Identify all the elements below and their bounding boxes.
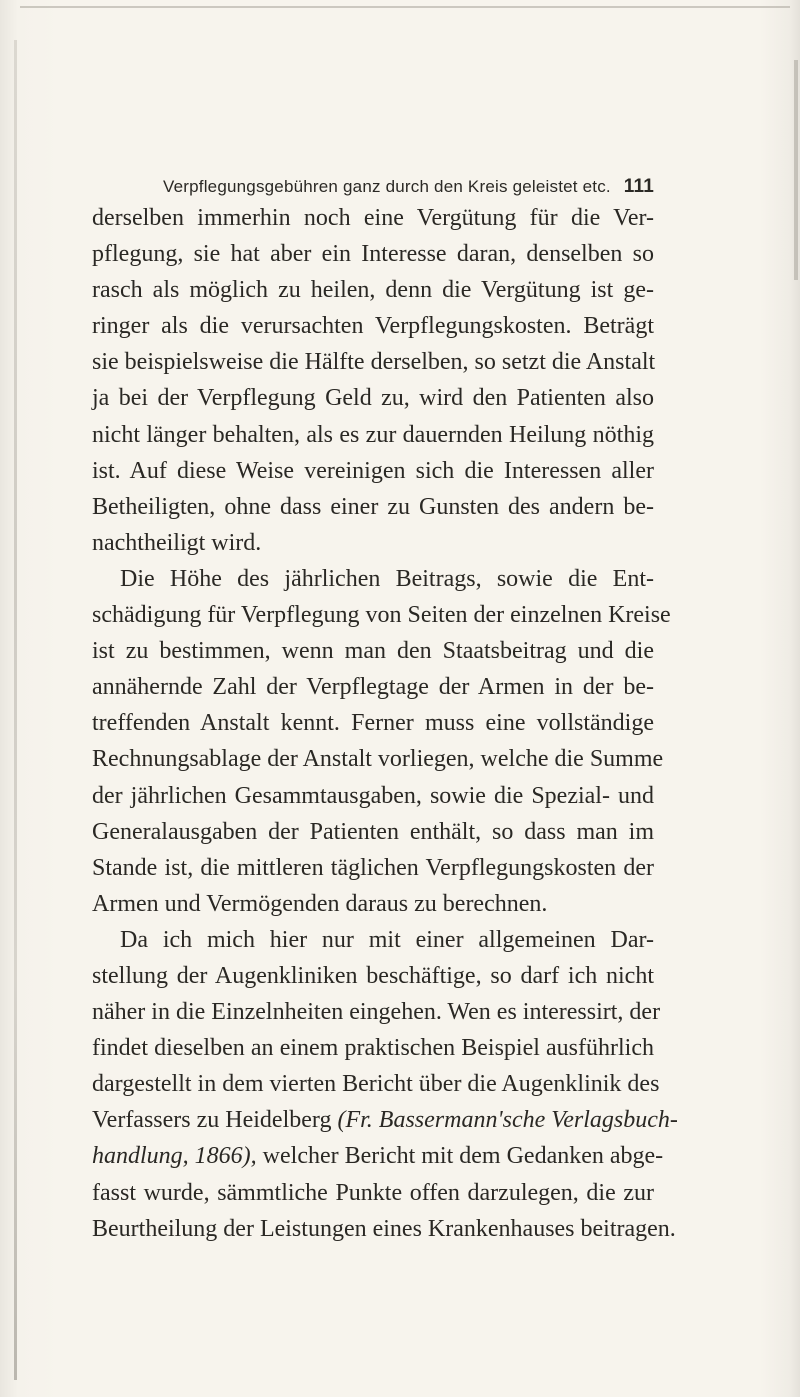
text-line: schädigung für Verpflegung von Seiten der einzelnen Kreise [92,602,671,629]
text-segment: Verfassers zu Heidelberg [92,1107,338,1134]
text-line: ist zu bestimmen, wenn man den Staatsbeitrag und die [92,638,654,665]
page-top-edge [20,6,790,8]
text-line: ringer als die verursachten Verpflegungskosten. Beträgt [92,313,654,340]
paragraph-start-line: Die Höhe des jährlichen Beitrags, sowie die Ent- [120,565,654,592]
text-line: stellung der Augenkliniken beschäftige, so darf ich nicht [92,962,654,989]
body-text [92,200,678,1247]
text-line: Rechnungsablage der Anstalt vorliegen, welche die Summe [92,746,664,773]
text-line: Betheiligten, ohne dass einer zu Gunsten des andern be- [92,493,654,520]
text-line: Generalausgaben der Patienten enthält, so dass man im [92,818,654,845]
text-line: fasst wurde, sämmtliche Punkte offen darzulegen, die zur [92,1179,654,1206]
text-line: treffenden Anstalt kennt. Ferner muss eine vollständige [92,710,654,737]
running-header [92,176,654,198]
running-header-title: Verpflegungsgebühren ganz durch den Kreis geleistet etc. [163,177,611,196]
text-line: der jährlichen Gesammtausgaben, sowie die Spezial- und [92,782,654,809]
text-line: nachtheiligt wird. [92,529,262,556]
page-right-edge [794,60,798,280]
paragraph-start-line: Da ich mich hier nur mit einer allgemeinen Dar- [120,926,654,953]
text-line: derselben immerhin noch eine Vergütung für die Ver- [92,205,654,231]
page-number: 111 [623,176,654,197]
citation-italic: (Fr. Bassermann'sche Verlagsbuch- [337,1107,678,1134]
text-line: näher in die Einzelnheiten eingehen. Wen es interessirt, der [92,999,661,1026]
text-line: Armen und Vermögenden daraus zu berechnen. [92,890,548,917]
text-line: Beurtheilung der Leistungen eines Krankenhauses beitragen. [92,1215,676,1242]
text-line: ja bei der Verpflegung Geld zu, wird den Patienten also [92,385,654,412]
text-line: dargestellt in dem vierten Bericht über die Augenklinik des [92,1071,660,1098]
text-line: rasch als möglich zu heilen, denn die Vergütung ist ge- [92,277,654,304]
text-line: findet dieselben an einem praktischen Beispiel ausführlich [92,1035,654,1062]
text-line [92,1102,678,1138]
text-line: Stande ist, die mittleren täglichen Verpflegungskosten der [92,854,654,881]
text-line [92,1138,664,1174]
text-line: ist. Auf diese Weise vereinigen sich die Interessen aller [92,457,654,484]
text-line: annähernde Zahl der Verpflegtage der Armen in der be- [92,674,654,701]
text-line: nicht länger behalten, als es zur dauernden Heilung nöthig [92,421,654,448]
text-segment: welcher Bericht mit dem Gedanken abge- [256,1143,664,1170]
text-line: sie beispielsweise die Hälfte derselben, so setzt die Anstalt [92,349,656,376]
page-left-edge [14,40,17,1380]
text-line: pflegung, sie hat aber ein Interesse daran, denselben so [92,241,654,268]
citation-italic: handlung, 1866), [92,1143,257,1170]
